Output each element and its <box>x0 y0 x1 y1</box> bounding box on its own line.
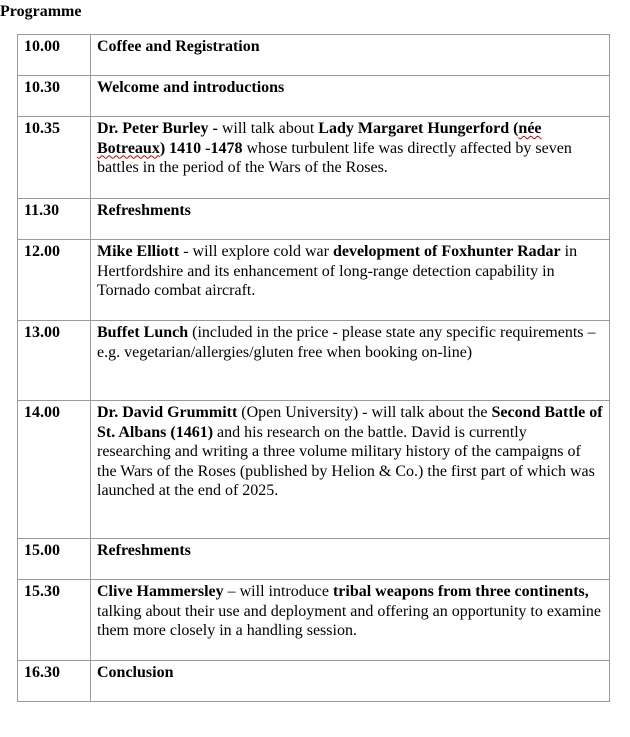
time-cell: 10.35 <box>18 117 91 199</box>
session-title: Coffee and Registration <box>97 38 260 55</box>
topic-highlight: née <box>518 120 542 137</box>
session-title: Refreshments <box>97 202 191 219</box>
topic-highlight: Lady Margaret Hungerford ( <box>318 120 519 137</box>
description-text: (included in the price - please state any specific requirements – e.g. vegetarian/allergies/gluten free when booking on-line) <box>97 324 596 361</box>
description-text: talking about their use and deployment and offering an opportunity to examine them more closely in a handling session. <box>97 602 602 639</box>
description-cell <box>91 240 610 321</box>
topic-highlight: ) 1410 -1478 <box>159 139 243 157</box>
description-text: and his research on the battle. David is currently researching and writing a three volume military history of the campaigns of the Wars of the Roses (published by Helion & Co.) the first part of which was launched at the end of 2025. <box>97 423 595 499</box>
table-row <box>18 539 610 580</box>
time-cell: 12.00 <box>18 240 91 321</box>
topic-highlight: Second Battle of St. Albans (1461) <box>97 404 603 441</box>
time-cell: 16.30 <box>18 661 91 702</box>
time-cell: 10.00 <box>18 35 91 76</box>
table-row <box>18 401 610 539</box>
time-cell: 13.00 <box>18 321 91 401</box>
description-cell <box>91 199 610 240</box>
speaker-name: Dr. David Grummitt <box>97 404 238 421</box>
speaker-name: Dr. Peter Burley - <box>97 120 222 137</box>
description-cell <box>91 661 610 702</box>
time-cell: 15.30 <box>18 580 91 661</box>
table-row <box>18 35 610 76</box>
description-text: will talk about <box>221 120 319 137</box>
session-title: Buffet Lunch <box>97 324 189 341</box>
topic-highlight: tribal weapons from three continents, <box>332 583 589 600</box>
session-title: Conclusion <box>97 664 174 681</box>
speaker-name: Mike Elliott <box>97 243 180 260</box>
speaker-name: Clive Hammersley <box>97 583 224 600</box>
description-text: in Hertfordshire and its enhancement of long-range detection capability in Tornado combat aircraft. <box>97 243 578 299</box>
table-row <box>18 661 610 702</box>
time-cell: 11.30 <box>18 199 91 240</box>
description-text: whose turbulent life was directly affected by seven battles in the period of the Wars of the Roses. <box>97 139 572 176</box>
session-title: Welcome and introductions <box>97 79 285 96</box>
table-row <box>18 199 610 240</box>
topic-highlight: development of Foxhunter Radar <box>332 243 561 260</box>
time-cell: 14.00 <box>18 401 91 539</box>
description-cell <box>91 35 610 76</box>
time-cell: 10.30 <box>18 76 91 117</box>
table-row <box>18 240 610 321</box>
description-text: (Open University) - will talk about the <box>237 404 492 421</box>
description-cell <box>91 117 610 199</box>
programme-heading: Programme <box>0 3 82 20</box>
description-cell <box>91 580 610 661</box>
description-cell <box>91 539 610 580</box>
table-row <box>18 76 610 117</box>
programme-table <box>17 34 610 702</box>
session-title: Refreshments <box>97 542 191 559</box>
description-text: – will introduce <box>223 583 333 600</box>
topic-highlight: Botreaux <box>97 139 160 157</box>
description-cell <box>91 76 610 117</box>
table-row <box>18 321 610 401</box>
table-row <box>18 580 610 661</box>
description-text: - will explore cold war <box>179 243 333 260</box>
time-cell: 15.00 <box>18 539 91 580</box>
table-row <box>18 117 610 199</box>
description-cell <box>91 321 610 401</box>
description-cell <box>91 401 610 539</box>
